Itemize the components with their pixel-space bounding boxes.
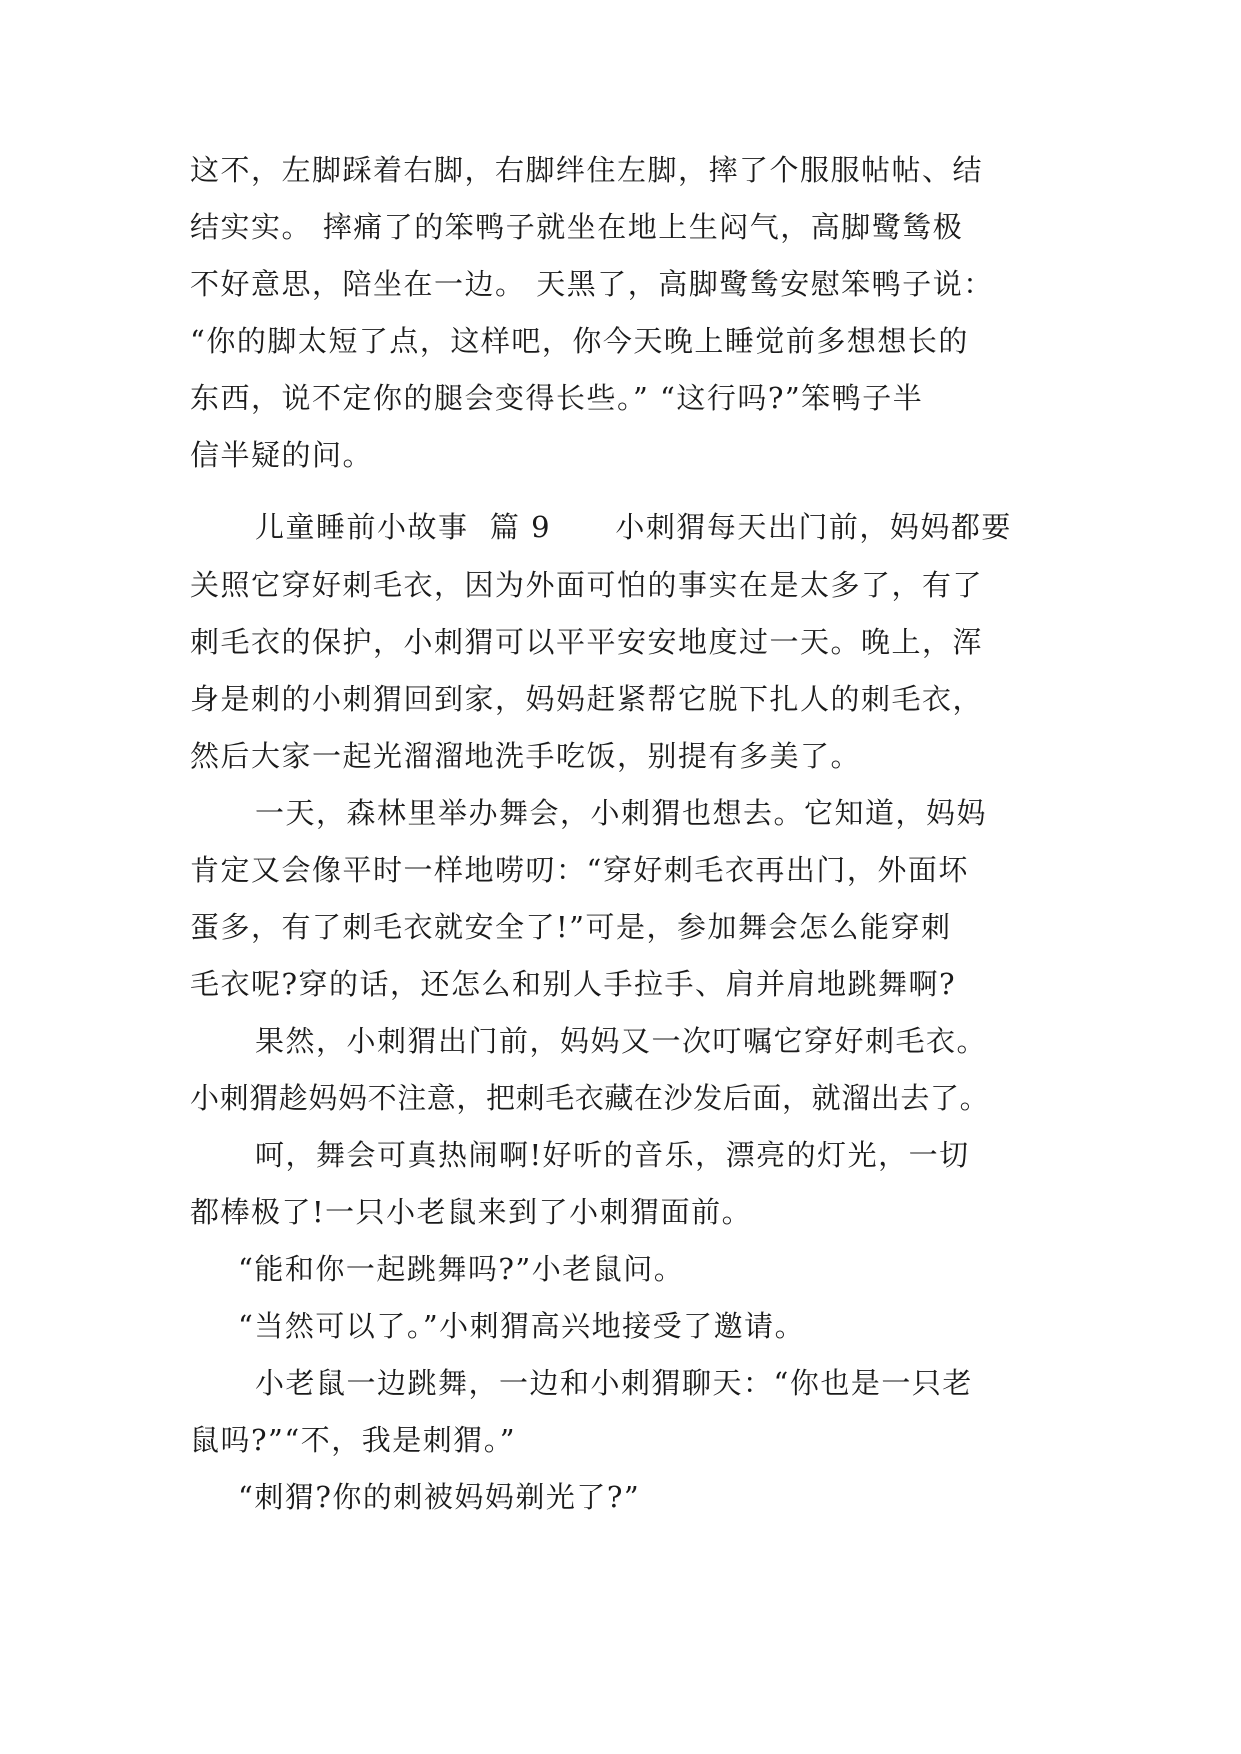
- text-line: 鼠吗?”“不，我是刺猬。”: [190, 1423, 517, 1457]
- text-line: 果然，小刺猬出门前，妈妈又一次叮嘱它穿好刺毛衣。: [255, 1024, 988, 1058]
- text-line: 一天，森林里举办舞会，小刺猬也想去。它知道，妈妈: [255, 796, 988, 830]
- text-line: 蛋多，有了刺毛衣就安全了!”可是，参加舞会怎么能穿刺: [190, 910, 952, 944]
- text-line: “刺猬?你的刺被妈妈剃光了?”: [238, 1480, 641, 1514]
- text-line: 关照它穿好刺毛衣，因为外面可怕的事实在是太多了，有了: [190, 568, 984, 602]
- section-heading-line: 儿童睡前小故事 篇 9 小刺猬每天出门前，妈妈都要: [255, 510, 1012, 544]
- text-line: 信半疑的问。: [190, 438, 374, 472]
- text-line: 都棒极了!一只小老鼠来到了小刺猬面前。: [190, 1195, 753, 1229]
- text-line: 身是刺的小刺猬回到家，妈妈赶紧帮它脱下扎人的刺毛衣，: [190, 682, 984, 716]
- text-line: 毛衣呢?穿的话，还怎么和别人手拉手、肩并肩地跳舞啊?: [190, 967, 957, 1001]
- text-line: “当然可以了。”小刺猬高兴地接受了邀请。: [238, 1309, 806, 1343]
- text-line: 结实实。 摔痛了的笨鸭子就坐在地上生闷气，高脚鹭鸶极: [190, 210, 964, 244]
- text-line: 呵，舞会可真热闹啊!好听的音乐，漂亮的灯光，一切: [255, 1138, 970, 1172]
- text-line: 小刺猬趁妈妈不注意，把刺毛衣藏在沙发后面，就溜出去了。: [190, 1081, 990, 1115]
- text-line: 然后大家一起光溜溜地洗手吃饭，别提有多美了。: [190, 739, 862, 773]
- text-line: 不好意思，陪坐在一边。 天黑了，高脚鹭鸶安慰笨鸭子说：: [190, 267, 994, 301]
- text-line: “能和你一起跳舞吗?”小老鼠问。: [238, 1252, 685, 1286]
- text-line: “你的脚太短了点，这样吧，你今天晚上睡觉前多想想长的: [190, 324, 969, 358]
- text-line: 肯定又会像平时一样地唠叨：“穿好刺毛衣再出门，外面坏: [190, 853, 969, 887]
- text-line: 东西，说不定你的腿会变得长些。” “这行吗?”笨鸭子半: [190, 381, 924, 415]
- text-line: 这不，左脚踩着右脚，右脚绊住左脚，摔了个服服帖帖、结: [190, 153, 984, 187]
- text-line: 刺毛衣的保护，小刺猬可以平平安安地度过一天。晚上，浑: [190, 625, 984, 659]
- text-line: 小老鼠一边跳舞，一边和小刺猬聊天：“你也是一只老: [255, 1366, 973, 1400]
